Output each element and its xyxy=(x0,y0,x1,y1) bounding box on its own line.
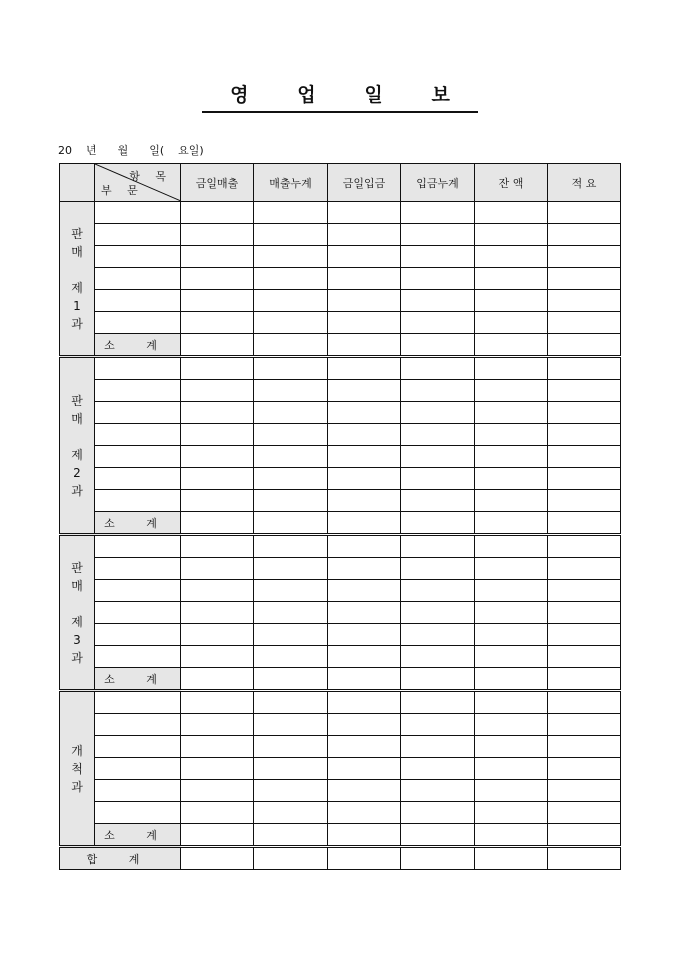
value-cell[interactable] xyxy=(401,802,475,824)
value-cell[interactable] xyxy=(328,202,401,224)
value-cell[interactable] xyxy=(401,446,475,468)
value-cell[interactable] xyxy=(475,580,548,602)
value-cell[interactable] xyxy=(254,558,328,580)
value-cell[interactable] xyxy=(475,780,548,802)
value-cell[interactable] xyxy=(401,847,475,870)
value-cell[interactable] xyxy=(181,602,254,624)
item-cell xyxy=(95,490,181,512)
value-cell[interactable] xyxy=(254,380,328,402)
value-cell[interactable] xyxy=(401,224,475,246)
value-cell[interactable] xyxy=(181,624,254,646)
value-cell[interactable] xyxy=(548,446,621,468)
value-cell[interactable] xyxy=(475,224,548,246)
department-label xyxy=(60,202,95,357)
title-char: 보 xyxy=(431,84,450,106)
value-cell[interactable] xyxy=(401,736,475,758)
value-cell[interactable] xyxy=(401,402,475,424)
value-cell[interactable] xyxy=(328,402,401,424)
entry-row xyxy=(60,202,621,224)
item-cell xyxy=(95,691,181,714)
value-cell[interactable] xyxy=(181,758,254,780)
value-cell[interactable] xyxy=(401,424,475,446)
value-cell[interactable] xyxy=(181,714,254,736)
value-cell[interactable] xyxy=(548,424,621,446)
value-cell[interactable] xyxy=(475,646,548,668)
value-cell[interactable] xyxy=(254,535,328,558)
value-cell[interactable] xyxy=(401,558,475,580)
department-label-char: 판 xyxy=(71,393,83,408)
subtotal-row xyxy=(60,512,621,535)
value-cell[interactable] xyxy=(328,580,401,602)
value-cell[interactable] xyxy=(475,691,548,714)
value-cell[interactable] xyxy=(548,691,621,714)
value-cell[interactable] xyxy=(548,224,621,246)
department-label-char: 과 xyxy=(71,779,83,794)
value-cell[interactable] xyxy=(254,847,328,870)
value-cell[interactable] xyxy=(475,668,548,691)
value-cell[interactable] xyxy=(401,380,475,402)
item-cell xyxy=(95,758,181,780)
entry-row xyxy=(60,446,621,468)
value-cell[interactable] xyxy=(401,624,475,646)
value-cell[interactable] xyxy=(181,668,254,691)
header-blank-cell xyxy=(60,164,95,202)
value-cell[interactable] xyxy=(401,691,475,714)
value-cell[interactable] xyxy=(548,357,621,380)
value-cell[interactable] xyxy=(254,268,328,290)
value-cell[interactable] xyxy=(401,268,475,290)
value-cell[interactable] xyxy=(475,714,548,736)
value-cell[interactable] xyxy=(401,580,475,602)
grand-total-label: 합 계 xyxy=(60,847,181,870)
value-cell[interactable] xyxy=(328,268,401,290)
department-label-char: 2 xyxy=(73,465,81,480)
department-label-char: 개 xyxy=(71,743,83,758)
entry-row xyxy=(60,736,621,758)
value-cell[interactable] xyxy=(548,824,621,847)
subtotal-row xyxy=(60,668,621,691)
value-cell[interactable] xyxy=(475,357,548,380)
department-label xyxy=(60,691,95,847)
value-cell[interactable] xyxy=(475,380,548,402)
department-label-char: 과 xyxy=(71,316,83,331)
value-cell[interactable] xyxy=(254,691,328,714)
item-cell xyxy=(95,646,181,668)
value-cell[interactable] xyxy=(254,758,328,780)
value-cell[interactable] xyxy=(548,468,621,490)
value-cell[interactable] xyxy=(548,780,621,802)
entry-row xyxy=(60,380,621,402)
value-cell[interactable] xyxy=(328,490,401,512)
value-cell[interactable] xyxy=(181,780,254,802)
value-cell[interactable] xyxy=(548,714,621,736)
value-cell[interactable] xyxy=(401,824,475,847)
value-cell[interactable] xyxy=(401,357,475,380)
item-cell xyxy=(95,290,181,312)
department-label xyxy=(60,357,95,535)
header-diagonal-cell xyxy=(95,164,181,202)
value-cell[interactable] xyxy=(475,802,548,824)
value-cell[interactable] xyxy=(328,290,401,312)
item-cell xyxy=(95,780,181,802)
value-cell[interactable] xyxy=(254,246,328,268)
value-cell[interactable] xyxy=(254,290,328,312)
value-cell[interactable] xyxy=(254,468,328,490)
entry-row xyxy=(60,490,621,512)
entry-row xyxy=(60,691,621,714)
entry-row xyxy=(60,802,621,824)
grand-total-row xyxy=(60,847,621,870)
value-cell[interactable] xyxy=(548,268,621,290)
department-label-char: 판 xyxy=(71,560,83,575)
value-cell[interactable] xyxy=(181,312,254,334)
value-cell[interactable] xyxy=(548,736,621,758)
item-cell xyxy=(95,424,181,446)
value-cell[interactable] xyxy=(401,758,475,780)
department-label-char xyxy=(60,261,94,279)
value-cell[interactable] xyxy=(328,758,401,780)
value-cell[interactable] xyxy=(254,202,328,224)
value-cell[interactable] xyxy=(181,646,254,668)
department-label-char: 제 xyxy=(71,280,83,295)
value-cell[interactable] xyxy=(548,202,621,224)
value-cell[interactable] xyxy=(328,446,401,468)
department-label-char: 매 xyxy=(71,578,83,593)
entry-row xyxy=(60,290,621,312)
column-header: 매출누계 xyxy=(254,164,328,202)
value-cell[interactable] xyxy=(548,558,621,580)
item-cell xyxy=(95,224,181,246)
value-cell[interactable] xyxy=(328,847,401,870)
value-cell[interactable] xyxy=(475,202,548,224)
value-cell[interactable] xyxy=(401,312,475,334)
department-label-char: 과 xyxy=(71,650,83,665)
value-cell[interactable] xyxy=(475,535,548,558)
department-label-char: 제 xyxy=(71,614,83,629)
department-label-char xyxy=(60,428,94,446)
item-cell xyxy=(95,624,181,646)
value-cell[interactable] xyxy=(328,691,401,714)
value-cell[interactable] xyxy=(548,758,621,780)
item-cell xyxy=(95,402,181,424)
department-label-char: 판 xyxy=(71,226,83,241)
value-cell[interactable] xyxy=(328,468,401,490)
value-cell[interactable] xyxy=(254,357,328,380)
item-cell xyxy=(95,380,181,402)
value-cell[interactable] xyxy=(548,490,621,512)
column-header: 금일입금 xyxy=(328,164,401,202)
entry-row xyxy=(60,780,621,802)
value-cell[interactable] xyxy=(328,312,401,334)
value-cell[interactable] xyxy=(181,691,254,714)
value-cell[interactable] xyxy=(548,668,621,691)
value-cell[interactable] xyxy=(328,558,401,580)
value-cell[interactable] xyxy=(475,490,548,512)
value-cell[interactable] xyxy=(328,736,401,758)
column-header: 금일매출 xyxy=(181,164,254,202)
entry-row xyxy=(60,580,621,602)
value-cell[interactable] xyxy=(181,268,254,290)
value-cell[interactable] xyxy=(181,468,254,490)
value-cell[interactable] xyxy=(548,602,621,624)
value-cell[interactable] xyxy=(328,380,401,402)
value-cell[interactable] xyxy=(548,580,621,602)
value-cell[interactable] xyxy=(254,224,328,246)
value-cell[interactable] xyxy=(181,402,254,424)
value-cell[interactable] xyxy=(181,224,254,246)
item-cell xyxy=(95,202,181,224)
entry-row xyxy=(60,402,621,424)
value-cell[interactable] xyxy=(181,824,254,847)
subtotal-label: 소 계 xyxy=(95,512,181,535)
entry-row xyxy=(60,714,621,736)
item-cell xyxy=(95,802,181,824)
entry-row xyxy=(60,357,621,380)
value-cell[interactable] xyxy=(328,802,401,824)
column-header: 입금누계 xyxy=(401,164,475,202)
value-cell[interactable] xyxy=(475,290,548,312)
date-line: 20 년 월 일( 요일) xyxy=(58,144,204,157)
value-cell[interactable] xyxy=(328,512,401,535)
value-cell[interactable] xyxy=(254,602,328,624)
value-cell[interactable] xyxy=(328,246,401,268)
entry-row xyxy=(60,624,621,646)
value-cell[interactable] xyxy=(181,446,254,468)
value-cell[interactable] xyxy=(254,490,328,512)
item-cell xyxy=(95,312,181,334)
value-cell[interactable] xyxy=(475,624,548,646)
value-cell[interactable] xyxy=(475,268,548,290)
value-cell[interactable] xyxy=(254,668,328,691)
entry-row xyxy=(60,468,621,490)
value-cell[interactable] xyxy=(181,246,254,268)
value-cell[interactable] xyxy=(548,380,621,402)
value-cell[interactable] xyxy=(181,290,254,312)
value-cell[interactable] xyxy=(475,334,548,357)
item-cell xyxy=(95,580,181,602)
value-cell[interactable] xyxy=(475,558,548,580)
value-cell[interactable] xyxy=(475,468,548,490)
department-label-char: 3 xyxy=(73,632,81,647)
value-cell[interactable] xyxy=(475,446,548,468)
value-cell[interactable] xyxy=(548,246,621,268)
value-cell[interactable] xyxy=(548,334,621,357)
value-cell[interactable] xyxy=(254,624,328,646)
report-title xyxy=(0,80,680,113)
item-cell xyxy=(95,736,181,758)
item-cell xyxy=(95,246,181,268)
value-cell[interactable] xyxy=(254,446,328,468)
value-cell[interactable] xyxy=(328,424,401,446)
value-cell[interactable] xyxy=(328,714,401,736)
department-label-char xyxy=(60,595,94,613)
value-cell[interactable] xyxy=(254,580,328,602)
subtotal-row xyxy=(60,334,621,357)
item-cell xyxy=(95,602,181,624)
value-cell[interactable] xyxy=(254,334,328,357)
subtotal-label: 소 계 xyxy=(95,668,181,691)
title-char: 영 xyxy=(230,84,249,106)
value-cell[interactable] xyxy=(181,535,254,558)
value-cell[interactable] xyxy=(328,624,401,646)
department-label-char: 과 xyxy=(71,483,83,498)
value-cell[interactable] xyxy=(328,334,401,357)
item-cell xyxy=(95,535,181,558)
entry-row xyxy=(60,424,621,446)
value-cell[interactable] xyxy=(254,824,328,847)
value-cell[interactable] xyxy=(401,290,475,312)
value-cell[interactable] xyxy=(181,847,254,870)
header-dept-label: 부 문 xyxy=(101,184,144,197)
value-cell[interactable] xyxy=(254,780,328,802)
department-label-char: 1 xyxy=(73,298,81,313)
value-cell[interactable] xyxy=(254,714,328,736)
value-cell[interactable] xyxy=(181,802,254,824)
entry-row xyxy=(60,602,621,624)
value-cell[interactable] xyxy=(401,668,475,691)
header-row xyxy=(60,164,621,202)
value-cell[interactable] xyxy=(181,512,254,535)
value-cell[interactable] xyxy=(401,602,475,624)
department-label-char: 매 xyxy=(71,244,83,259)
value-cell[interactable] xyxy=(181,580,254,602)
value-cell[interactable] xyxy=(328,668,401,691)
column-header: 적 요 xyxy=(548,164,621,202)
subtotal-label: 소 계 xyxy=(95,824,181,847)
value-cell[interactable] xyxy=(475,512,548,535)
value-cell[interactable] xyxy=(328,602,401,624)
title-char: 일 xyxy=(364,84,383,106)
value-cell[interactable] xyxy=(475,602,548,624)
value-cell[interactable] xyxy=(548,402,621,424)
header-item-label: 항 목 xyxy=(129,170,172,183)
entry-row xyxy=(60,246,621,268)
value-cell[interactable] xyxy=(328,824,401,847)
department-label-char: 매 xyxy=(71,411,83,426)
daily-report-table xyxy=(59,163,621,870)
value-cell[interactable] xyxy=(254,512,328,535)
value-cell[interactable] xyxy=(475,424,548,446)
value-cell[interactable] xyxy=(401,535,475,558)
department-label xyxy=(60,535,95,691)
value-cell[interactable] xyxy=(254,402,328,424)
title-char: 업 xyxy=(297,84,316,106)
value-cell[interactable] xyxy=(548,290,621,312)
entry-row xyxy=(60,758,621,780)
value-cell[interactable] xyxy=(181,357,254,380)
value-cell[interactable] xyxy=(254,802,328,824)
value-cell[interactable] xyxy=(475,736,548,758)
value-cell[interactable] xyxy=(401,468,475,490)
value-cell[interactable] xyxy=(401,646,475,668)
value-cell[interactable] xyxy=(254,312,328,334)
value-cell[interactable] xyxy=(475,312,548,334)
value-cell[interactable] xyxy=(328,535,401,558)
value-cell[interactable] xyxy=(181,424,254,446)
department-label-char: 제 xyxy=(71,447,83,462)
column-header: 잔 액 xyxy=(475,164,548,202)
value-cell[interactable] xyxy=(254,736,328,758)
entry-row xyxy=(60,535,621,558)
value-cell[interactable] xyxy=(548,847,621,870)
value-cell[interactable] xyxy=(254,424,328,446)
value-cell[interactable] xyxy=(181,334,254,357)
value-cell[interactable] xyxy=(475,758,548,780)
item-cell xyxy=(95,357,181,380)
value-cell[interactable] xyxy=(328,780,401,802)
value-cell[interactable] xyxy=(181,490,254,512)
value-cell[interactable] xyxy=(328,357,401,380)
value-cell[interactable] xyxy=(401,780,475,802)
value-cell[interactable] xyxy=(401,334,475,357)
value-cell[interactable] xyxy=(475,847,548,870)
item-cell xyxy=(95,714,181,736)
value-cell[interactable] xyxy=(181,380,254,402)
value-cell[interactable] xyxy=(548,512,621,535)
value-cell[interactable] xyxy=(475,824,548,847)
value-cell[interactable] xyxy=(401,202,475,224)
value-cell[interactable] xyxy=(401,714,475,736)
value-cell[interactable] xyxy=(548,802,621,824)
entry-row xyxy=(60,558,621,580)
value-cell[interactable] xyxy=(475,402,548,424)
item-cell xyxy=(95,468,181,490)
value-cell[interactable] xyxy=(401,512,475,535)
value-cell[interactable] xyxy=(401,490,475,512)
value-cell[interactable] xyxy=(181,736,254,758)
item-cell xyxy=(95,446,181,468)
subtotal-label: 소 계 xyxy=(95,334,181,357)
value-cell[interactable] xyxy=(254,646,328,668)
value-cell[interactable] xyxy=(548,624,621,646)
value-cell[interactable] xyxy=(328,646,401,668)
value-cell[interactable] xyxy=(401,246,475,268)
department-label-char: 척 xyxy=(71,761,83,776)
entry-row xyxy=(60,268,621,290)
item-cell xyxy=(95,268,181,290)
entry-row xyxy=(60,646,621,668)
subtotal-row xyxy=(60,824,621,847)
entry-row xyxy=(60,312,621,334)
value-cell[interactable] xyxy=(548,535,621,558)
value-cell[interactable] xyxy=(181,202,254,224)
value-cell[interactable] xyxy=(548,312,621,334)
entry-row xyxy=(60,224,621,246)
value-cell[interactable] xyxy=(548,646,621,668)
value-cell[interactable] xyxy=(475,246,548,268)
value-cell[interactable] xyxy=(181,558,254,580)
value-cell[interactable] xyxy=(328,224,401,246)
item-cell xyxy=(95,558,181,580)
